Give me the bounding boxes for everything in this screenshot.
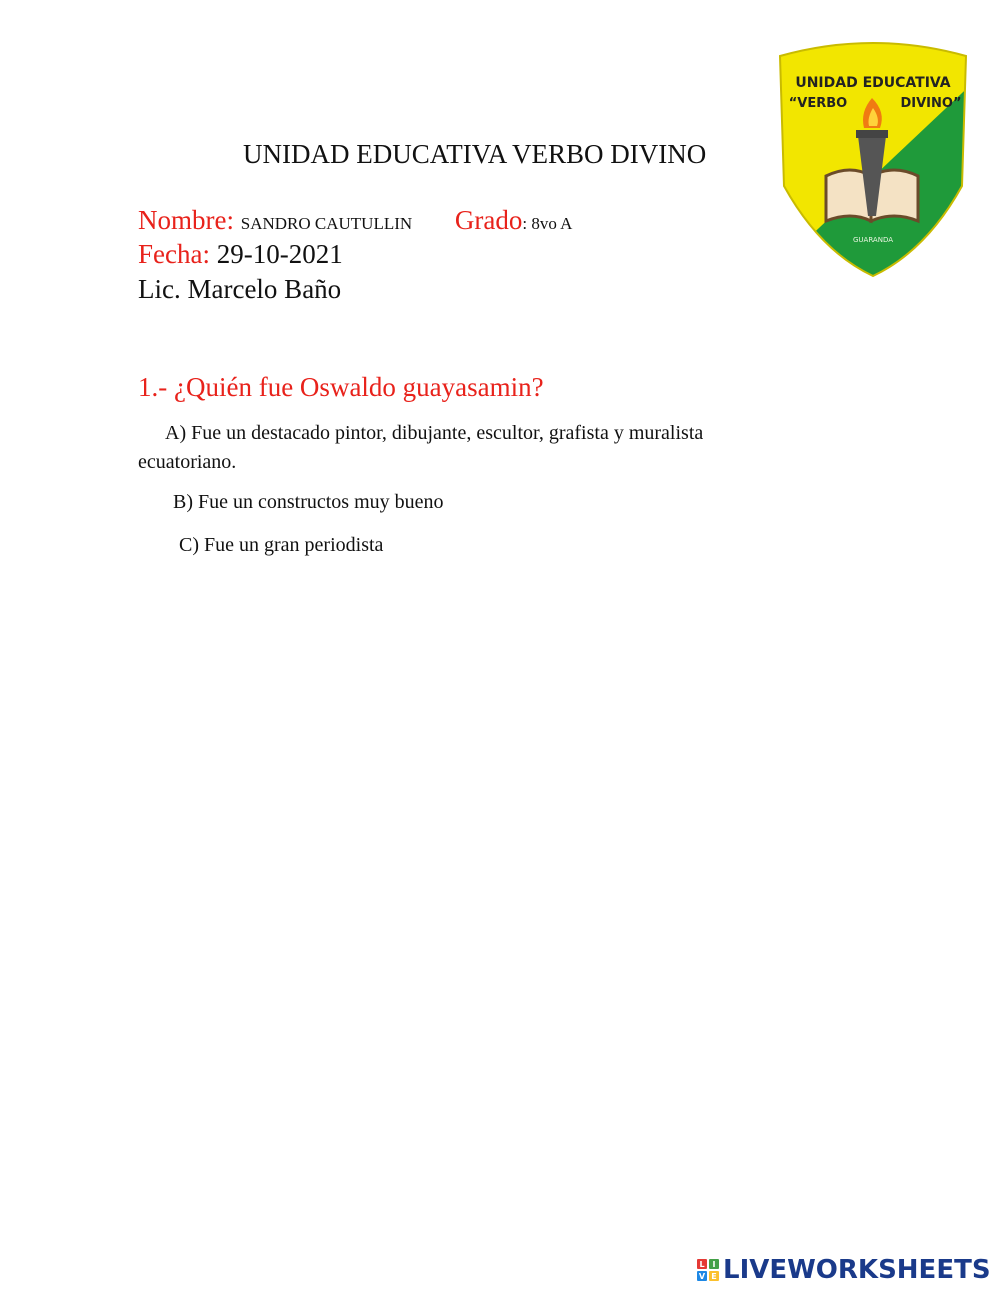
school-crest-logo	[766, 36, 980, 278]
grade-value: : 8vo A	[522, 214, 573, 233]
option-b[interactable]: B) Fue un constructos muy bueno	[173, 491, 444, 513]
option-a[interactable]: A) Fue un destacado pintor, dibujante, escultor, grafista y muralista	[165, 422, 704, 444]
brand-cell-e: E	[709, 1271, 719, 1281]
brand-cell-i: I	[709, 1259, 719, 1269]
date-line	[138, 239, 343, 270]
crest-text-bottom: GUARANDA	[853, 236, 893, 244]
crest-text-divino: DIVINO”	[900, 96, 962, 111]
liveworksheets-logo	[697, 1254, 991, 1286]
grade-label: Grado	[454, 205, 523, 235]
name-label: Nombre:	[138, 205, 234, 235]
date-label: Fecha:	[138, 239, 210, 269]
crest-text-verbo: “VERBO	[788, 96, 848, 111]
crest-svg	[766, 36, 980, 278]
school-title: UNIDAD EDUCATIVA VERBO DIVINO	[243, 139, 707, 169]
student-name-line	[138, 205, 572, 236]
date-value: 29-10-2021	[209, 239, 343, 269]
crest-text-line1: UNIDAD EDUCATIVA	[795, 75, 951, 91]
teacher-name: Lic. Marcelo Baño	[138, 274, 342, 304]
option-a-continuation[interactable]: ecuatoriano.	[138, 451, 237, 473]
brand-word: LIVEWORKSHEETS	[723, 1255, 991, 1285]
brand-grid-icon	[697, 1259, 719, 1281]
brand-cell-l: L	[697, 1259, 707, 1269]
name-value: SANDRO CAUTULLIN	[240, 214, 413, 233]
option-c[interactable]: C) Fue un gran periodista	[179, 534, 384, 556]
brand-cell-v: V	[698, 1271, 706, 1281]
question-text: 1.- ¿Quién fue Oswaldo guayasamin?	[138, 372, 544, 402]
